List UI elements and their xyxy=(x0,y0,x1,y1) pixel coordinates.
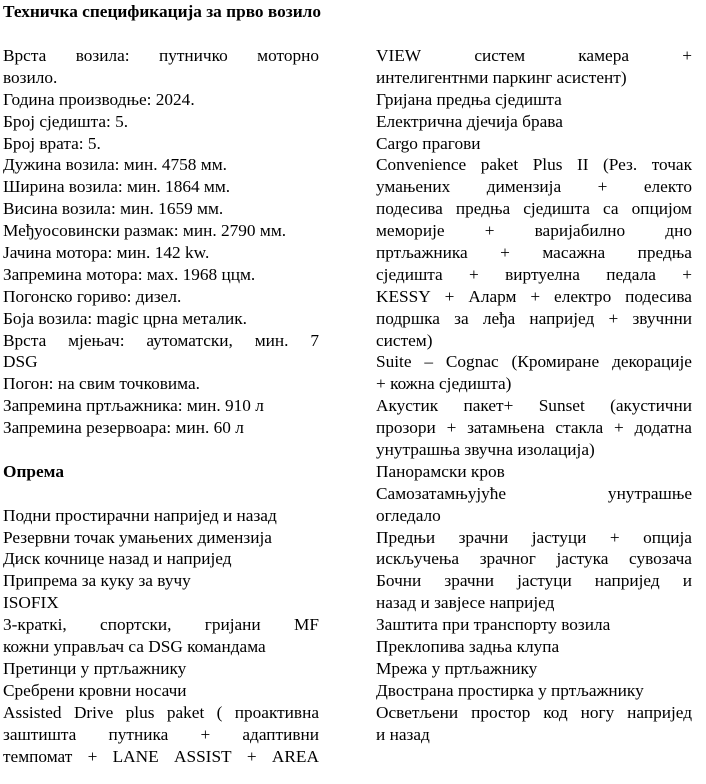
equipment-line: унутрашња звучна изолација) xyxy=(376,440,595,460)
equipment-line xyxy=(376,220,692,242)
equipment-line xyxy=(376,286,692,308)
word: систем xyxy=(474,46,526,65)
specs-list xyxy=(3,45,319,439)
equipment-line xyxy=(376,176,692,198)
word: додатна xyxy=(634,418,692,438)
word: са xyxy=(602,199,619,219)
left-column xyxy=(3,45,319,767)
word: за xyxy=(454,308,469,328)
word: Convenience xyxy=(376,155,467,175)
equipment-line xyxy=(3,746,319,768)
equipment-line xyxy=(3,702,319,724)
word: димензија xyxy=(486,177,562,197)
word: Врста xyxy=(3,46,47,65)
word: + xyxy=(500,243,510,263)
equipment-line xyxy=(376,702,692,724)
equipment-line: Претинци у пртљажнику xyxy=(3,658,187,678)
equipment-line: Заштита при транспорту возила xyxy=(376,615,611,635)
word: Врста xyxy=(3,330,47,350)
equipment-line: интелигентнми паркинг асистент) xyxy=(376,67,627,87)
equipment-line: Сребрени кровни носачи xyxy=(3,680,187,700)
equipment-line xyxy=(376,417,692,439)
word: II xyxy=(576,155,589,175)
word: Plus xyxy=(532,155,563,175)
word: Предњи xyxy=(376,527,436,547)
word: подесива xyxy=(625,286,692,306)
spec-line: Запремина мотора: мах. 1968 ццм. xyxy=(3,264,256,284)
word: ( xyxy=(216,702,223,722)
spacer xyxy=(3,439,319,461)
word: напријед xyxy=(594,571,660,591)
word: ногу xyxy=(580,702,615,722)
word: + xyxy=(609,527,620,547)
word: варијабилно xyxy=(534,221,626,241)
word: путника xyxy=(108,724,169,744)
word: Drive xyxy=(73,702,114,722)
word: мин. xyxy=(254,330,289,350)
word: + xyxy=(469,264,479,284)
spec-line: Година производње: 2024. xyxy=(3,89,195,109)
word: + xyxy=(682,46,692,65)
word: сједишта xyxy=(523,199,590,219)
spec-line: Запремина пртљажника: мин. 910 л xyxy=(3,396,264,416)
word: електро xyxy=(554,286,612,306)
right-column xyxy=(376,45,692,746)
word: масажна xyxy=(542,243,606,263)
equipment-line xyxy=(376,395,692,417)
equipment-line: назад и завјесе напријед xyxy=(376,593,555,613)
equipment-line xyxy=(376,527,692,549)
equipment-line: Мрежа у пртљажнику xyxy=(376,658,538,678)
word: звучнни xyxy=(632,308,692,328)
spec-line xyxy=(3,330,319,352)
word: сувозача xyxy=(629,549,692,569)
word: опцијом xyxy=(631,199,692,219)
word: Самозатамњујуће xyxy=(376,483,507,503)
equipment-heading: Опрема xyxy=(3,461,64,481)
spec-line: Погонско гориво: дизел. xyxy=(3,286,182,306)
spec-line: возило. xyxy=(3,67,58,87)
word: камера xyxy=(578,46,630,65)
word: зрачног xyxy=(479,549,536,569)
word: LANE xyxy=(112,746,159,766)
word: + xyxy=(530,286,541,306)
equipment-line xyxy=(3,614,319,636)
word: MF xyxy=(294,615,319,635)
word: затамњена xyxy=(467,418,545,438)
word: (Рез. xyxy=(603,155,638,175)
equipment-line: Електрична дјечија брава xyxy=(376,111,563,131)
word: декорације xyxy=(612,352,692,372)
word: VIEW xyxy=(376,46,422,65)
word: пакет+ xyxy=(463,396,514,416)
equipment-line: Преклопива задња клупа xyxy=(376,637,560,657)
equipment-list-right xyxy=(376,45,692,746)
word: Аларм xyxy=(468,286,517,306)
word: дно xyxy=(665,221,692,241)
equipment-line: ISOFIX xyxy=(3,593,59,613)
word: јастуци xyxy=(531,527,587,547)
word: аутоматски, xyxy=(146,330,233,350)
word: темпомат xyxy=(3,746,73,766)
word: (Кромиране xyxy=(511,352,600,372)
word: умањених xyxy=(376,177,451,197)
word: сједишта xyxy=(376,264,443,284)
equipment-line xyxy=(376,308,692,330)
word: прозори xyxy=(376,418,436,438)
equipment-line xyxy=(376,570,692,592)
equipment-line xyxy=(376,198,692,220)
equipment-line xyxy=(376,45,692,67)
word: Assisted xyxy=(3,702,62,722)
word: – xyxy=(424,352,434,372)
word: путничко xyxy=(158,46,228,65)
spec-line: Дужина возила: мин. 4758 мм. xyxy=(3,155,227,175)
word: искључења xyxy=(376,549,460,569)
word: адаптивни xyxy=(242,724,319,744)
word: Cognac xyxy=(445,352,499,372)
word: опција xyxy=(643,527,692,547)
word: леђа xyxy=(482,308,516,328)
spec-line: Запремина резервоара: мин. 60 л xyxy=(3,418,244,438)
word: напријед xyxy=(627,702,692,722)
word: спортски, xyxy=(100,615,172,635)
equipment-line: Двострана простирка у пртљажнику xyxy=(376,680,644,700)
equipment-line: систем) xyxy=(376,330,433,350)
spec-line: Погон: на свим точковима. xyxy=(3,374,200,394)
equipment-line xyxy=(376,264,692,286)
spec-line: Висина возила: мин. 1659 мм. xyxy=(3,199,224,219)
word: 3-краткi, xyxy=(3,615,67,635)
spacer xyxy=(3,483,319,505)
spec-line: DSG xyxy=(3,352,38,372)
word: paket xyxy=(166,702,205,722)
spec-line: Међуосовински размак: мин. 2790 мм. xyxy=(3,221,287,241)
equipment-line: Диск кочнице назад и напријед xyxy=(3,549,232,569)
equipment-line: огледало xyxy=(376,505,441,525)
word: Бочни xyxy=(376,571,422,591)
equipment-line xyxy=(376,242,692,264)
equipment-line: Подни простирачни напријед и назад xyxy=(3,505,277,525)
equipment-line xyxy=(376,154,692,176)
word: Suite xyxy=(376,352,412,372)
word: моторно xyxy=(257,46,319,65)
word: AREA xyxy=(271,746,319,766)
word: меморије xyxy=(376,221,445,241)
equipment-line: Припрема за куку за вучу xyxy=(3,571,191,591)
word: plus xyxy=(125,702,155,722)
word: 7 xyxy=(310,330,319,350)
word: возила: xyxy=(75,46,130,65)
word: гријани xyxy=(204,615,261,635)
equipment-line xyxy=(3,724,319,746)
equipment-line: кожни управљач са DSG командама xyxy=(3,637,266,657)
word: зрачни xyxy=(444,571,495,591)
word: и xyxy=(682,571,692,591)
spec-line xyxy=(3,45,319,67)
equipment-line: + кожна сједишта) xyxy=(376,374,512,394)
word: мјењач: xyxy=(68,330,125,350)
word: предња xyxy=(455,199,511,219)
word: (акустични xyxy=(610,396,692,416)
word: унутрашње xyxy=(607,483,692,503)
equipment-line: Резервни точак умањених димензија xyxy=(3,527,272,547)
word: предња xyxy=(637,243,692,263)
word: KESSY xyxy=(376,286,431,306)
word: простор xyxy=(471,702,531,722)
spec-line: Број сједишта: 5. xyxy=(3,111,129,131)
word: + xyxy=(200,724,211,744)
word: + xyxy=(87,746,98,766)
word: Акустик xyxy=(376,396,439,416)
word: електо xyxy=(643,177,692,197)
word: подесива xyxy=(376,199,443,219)
word: + xyxy=(597,177,608,197)
document-title: Техничка спецификација за прво возило xyxy=(3,2,321,21)
word: стакла xyxy=(555,418,604,438)
word: виртуелна xyxy=(505,264,580,284)
word: подршка xyxy=(376,308,440,328)
equipment-line xyxy=(376,548,692,570)
spec-line: Јачина мотора: мин. 142 kw. xyxy=(3,243,210,263)
equipment-line: Гријана предња сједишта xyxy=(376,89,562,109)
spec-line: Ширина возила: мин. 1864 мм. xyxy=(3,177,231,197)
word: јастука xyxy=(556,549,609,569)
word: + xyxy=(446,418,457,438)
word: ASSIST xyxy=(173,746,232,766)
equipment-list-left xyxy=(3,505,319,768)
equipment-line: Панорамски кров xyxy=(376,461,505,481)
equipment-line: Cargo прагови xyxy=(376,133,481,153)
word: проактивна xyxy=(234,702,319,722)
word: paket xyxy=(480,155,519,175)
word: Осветљени xyxy=(376,702,459,722)
word: + xyxy=(682,264,692,284)
word: код xyxy=(543,702,568,722)
word: + xyxy=(444,286,455,306)
word: педала xyxy=(606,264,656,284)
word: пртљажника xyxy=(376,243,468,263)
word: јастуци xyxy=(517,571,572,591)
word: + xyxy=(484,221,495,241)
word: + xyxy=(613,418,624,438)
word: заштишта xyxy=(3,724,77,744)
word: зрачни xyxy=(458,527,509,547)
spec-line: Број врата: 5. xyxy=(3,133,101,153)
word: точак xyxy=(651,155,692,175)
word: + xyxy=(608,308,619,328)
equipment-line xyxy=(376,351,692,373)
word: Sunset xyxy=(538,396,585,416)
word: напријед xyxy=(529,308,595,328)
equipment-line xyxy=(376,483,692,505)
word: + xyxy=(246,746,257,766)
spec-line: Боја возила: magic црна металик. xyxy=(3,308,247,328)
equipment-line: и назад xyxy=(376,724,430,744)
